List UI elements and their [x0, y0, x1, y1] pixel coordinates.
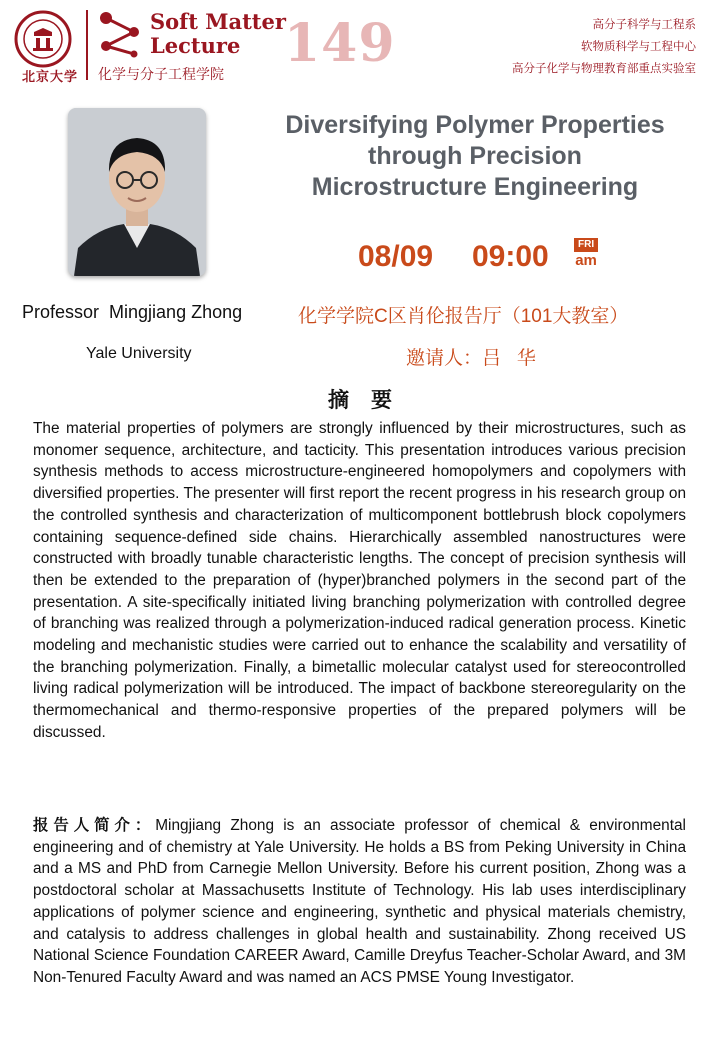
organizer-1: 高分子科学与工程系	[592, 19, 696, 31]
organizers-list	[512, 14, 696, 80]
talk-title-line3: Microstructure Engineering	[311, 173, 639, 201]
series-title	[150, 10, 286, 58]
bio-label: 报告人简介：	[33, 816, 156, 834]
college-name: 化学与分子工程学院	[98, 66, 224, 82]
peking-university-seal-icon	[14, 10, 72, 68]
series-title-line1: Soft Matter	[150, 9, 286, 34]
weekday: FRI	[574, 238, 598, 252]
abstract-heading: 摘 要	[328, 388, 392, 412]
speaker-name: Professor Mingjiang Zhong	[22, 302, 243, 322]
host: 邀请人：吕 华	[406, 348, 536, 369]
series-title-line2: Lecture	[150, 33, 241, 58]
bio-text: Mingjiang Zhong is an associate professor of chemical & environmental engineering and of chemistry at Yale University. He holds a BS from Peking University in China and a MS and PhD from Carnegie Mellon University. Before his current position, Zhong was a postdoctoral scholar at Massachusetts Institute of Technology. His lab uses interdisciplinary applications of polymer science and engineering, synthetic and physical materials chemistry, and catalysis to address challenges in global health and sustainability. Zhong received US National Science Foundation CAREER Award, Camille Dreyfus Teacher-Scholar Award, and 3M Non-Tenured Faculty Award and was named an ACS PMSE Young Investigator.	[33, 817, 686, 986]
organizer-2: 软物质科学与工程中心	[581, 41, 696, 53]
portrait-icon	[68, 108, 206, 276]
abstract-text: The material properties of polymers are strongly influenced by their microstructures, such as monomer sequence, architecture, and tacticity. This presentation introduces various precision synthesis methods to access microstructure-engineered homopolymers and copolymers with diversified properties. The presenter will first report the recent progress in his research group on the controlled synthesis and characterization of multicomponent bottlebrush block copolymers containing sequence-defined side chains. Hierarchically assembled nanostructures were constructed with broadly tunable characteristic lengths. The concept of precision synthesis will then be extended to the preparation of (hyper)branched polymers in the second part of the presentation. A site-specifically initiated living branching polymerization with controlled degree of branching was realized through a polymerization-induced radical generation process. Kinetic modeling and mechanistic studies were carried out to enhance the scalability and versatility of the branching polymerization. Finally, a bimetallic molecular catalyst used for stereocontrolled living radical polymerization will be introduced. The impact of backbone stereoregularity on the thermomechanical and thermo-responsive properties of the prepared polymers will be discussed.	[33, 420, 686, 741]
speaker-affiliation: Yale University	[86, 345, 192, 362]
venue: 化学学院C区肖伦报告厅（101大教室）	[298, 306, 629, 327]
header-divider	[86, 10, 88, 80]
lecture-number: 149	[284, 13, 396, 74]
am-pm: am	[575, 252, 597, 269]
talk-time: 09:00	[472, 240, 549, 273]
day-badge	[574, 238, 598, 270]
speaker-photo	[68, 108, 206, 276]
soft-matter-logo-icon	[96, 10, 144, 58]
talk-title	[252, 110, 698, 203]
talk-date: 08/09	[358, 240, 434, 273]
speaker-bio	[33, 815, 686, 989]
talk-title-line2: through Precision	[368, 142, 582, 170]
talk-title-line1: Diversifying Polymer Properties	[285, 111, 665, 139]
university-name: 北京大学	[22, 70, 79, 85]
organizer-3: 高分子化学与物理教育部重点实验室	[512, 63, 696, 75]
